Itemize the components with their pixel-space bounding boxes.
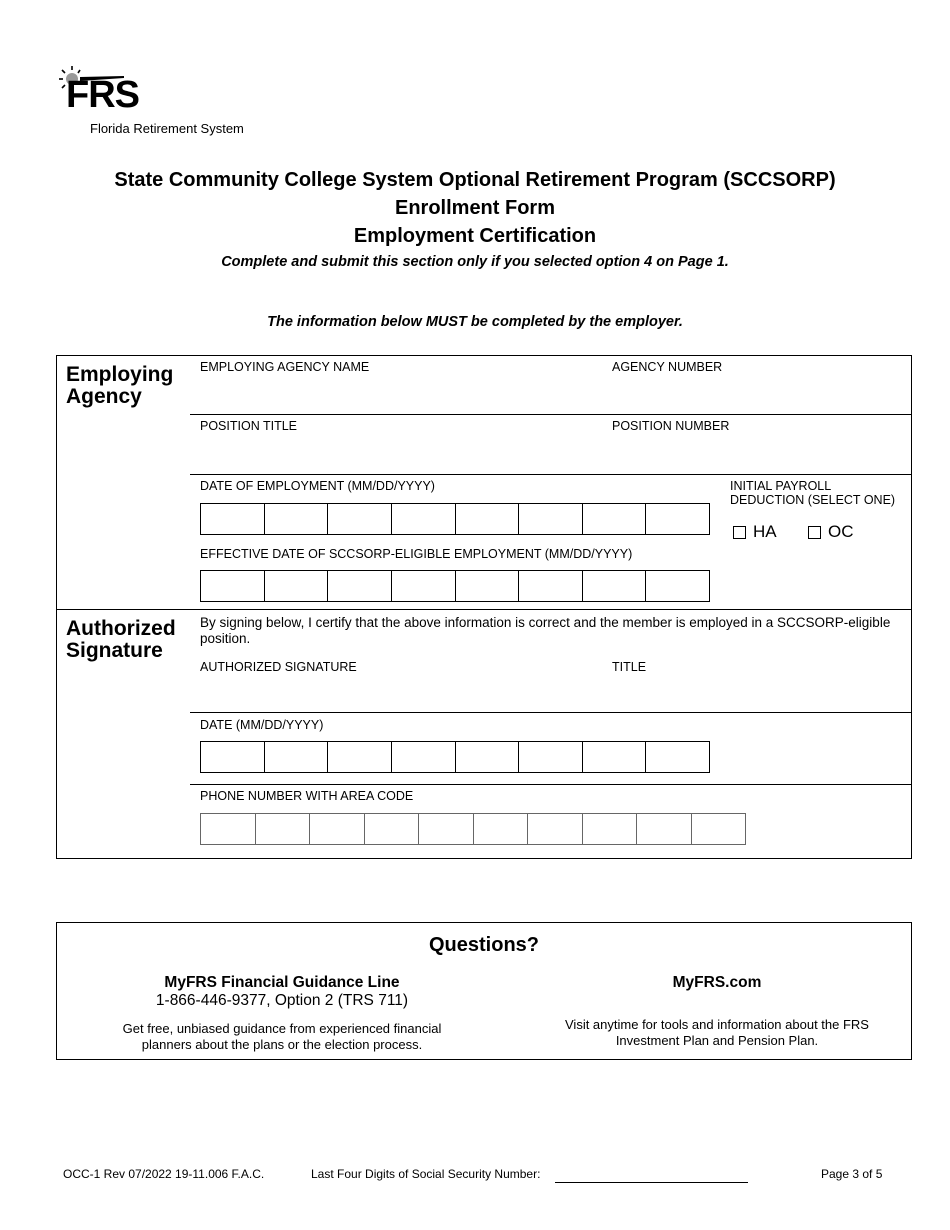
employing-agency-title: Employing Agency [66,363,174,408]
authorized-signature-label: AUTHORIZED SIGNATURE [200,660,357,674]
guidance-line-phone: 1-866-446-9377, Option 2 (TRS 711) [155,992,409,1009]
form-subtitle: Enrollment Form [394,197,555,219]
divider [190,712,912,713]
effective-date-field[interactable] [200,570,710,602]
questions-title: Questions? [428,934,539,956]
guidance-line-info [97,974,467,1053]
option-oc-label: OC [828,522,854,541]
questions-box [56,922,912,1060]
payroll-deduction-label: INITIAL PAYROLL DEDUCTION (SELECT ONE) [730,479,896,507]
myfrs-website-link[interactable]: MyFRS.com [672,974,762,991]
divider [190,414,912,415]
date-of-employment-label: DATE OF EMPLOYMENT (MM/DD/YYYY) [200,479,435,493]
logo-letters: FRS [66,74,139,116]
form-id: OCC-1 Rev 07/2022 19-11.006 F.A.C. [63,1167,265,1181]
position-number-label: POSITION NUMBER [612,419,730,433]
divider [190,784,912,785]
instruction-text: Complete and submit this section only if you selected option 4 on Page 1. [221,254,729,270]
page-number: Page 3 of 5 [821,1167,883,1181]
guidance-line-heading: MyFRS Financial Guidance Line [164,974,400,991]
section-divider [57,609,912,610]
checkbox-oc[interactable] [808,526,821,539]
effective-date-label: EFFECTIVE DATE OF SCCSORP-ELIGIBLE EMPLOYMENT (MM/DD/YYYY) [200,547,633,561]
ssn-field[interactable] [555,1182,748,1183]
guidance-line-description: Get free, unbiased guidance from experienced financial planners about the plans or the election process. [122,1021,442,1052]
agency-number-field[interactable] [612,376,902,412]
authorized-signature-field[interactable] [200,676,600,708]
logo-subtitle: Florida Retirement System [90,121,244,136]
date-label: DATE (MM/DD/YYYY) [200,718,324,732]
payroll-option-oc[interactable] [808,522,854,542]
certification-statement: By signing below, I certify that the above information is correct and the member is employed in a SCCSORP-eligible position. [200,615,891,646]
form-title: State Community College System Optional Retirement Program (SCCSORP) [114,169,836,191]
employment-certification-form [56,355,912,859]
payroll-option-ha[interactable] [733,522,777,542]
title-field[interactable] [612,676,902,708]
phone-number-field[interactable] [200,813,746,845]
myfrs-website-info [557,974,877,1049]
agency-number-label: AGENCY NUMBER [612,360,723,374]
title-label: TITLE [612,660,647,674]
myfrs-website-description: Visit anytime for tools and information about the FRS Investment Plan and Pension Plan. [565,1017,869,1048]
agency-name-label: EMPLOYING AGENCY NAME [200,360,370,374]
phone-number-label: PHONE NUMBER WITH AREA CODE [200,789,414,803]
frs-logo [58,64,278,140]
position-title-label: POSITION TITLE [200,419,298,433]
option-ha-label: HA [753,522,777,541]
ssn-label: Last Four Digits of Social Security Number: [311,1167,541,1181]
divider [190,474,912,475]
position-title-field[interactable] [200,435,600,471]
checkbox-ha[interactable] [733,526,746,539]
agency-name-field[interactable] [200,376,600,412]
signature-date-field[interactable] [200,741,710,773]
section-heading: Employment Certification [353,225,597,247]
employer-note: The information below MUST be completed by the employer. [267,314,683,330]
authorized-signature-title: Authorized Signature [66,617,176,662]
date-of-employment-field[interactable] [200,503,710,535]
position-number-field[interactable] [612,435,902,471]
form-header [0,166,950,270]
